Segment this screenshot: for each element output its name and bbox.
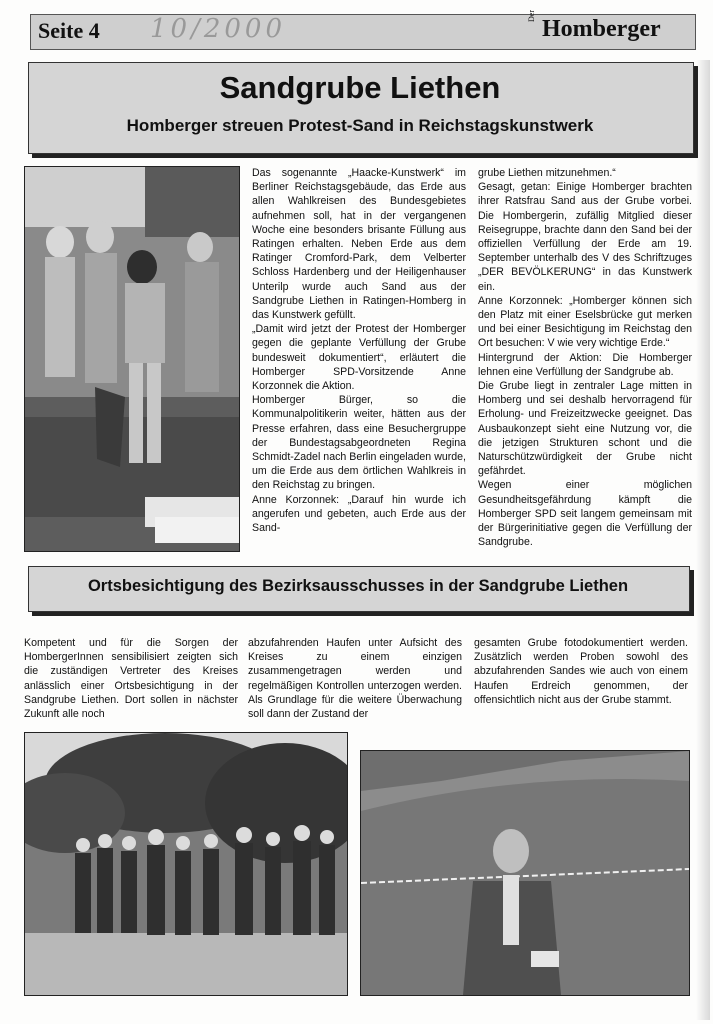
article-paragraph: gesamten Grube fotodokumentiert werden. Zusätzlich werden Proben sowohl des abzufahrenden Sandes wie auch von einem Haufen Erdreich genommen, der offensichtlich nicht aus der Grube stammt. [474,637,688,706]
article-paragraph: grube Liethen mitzunehmen.“ [478,167,616,179]
handwritten-date: 10/2000 [150,14,287,44]
article-paragraph: Kompetent und für die Sorgen der HombergerInnen sensibilisiert zeigten sich die zuständigen Vertreter des Kreises anlässlich einer Ortsbesichtigung in der Sandgrube Liethen. Dort sollen in nächster Zukunft alle noch [24,637,238,721]
article-paragraph: Anne Korzonnek: „Homberger können sich den Platz mit einer Eselsbrücke gut merken und bei einer Besichtigung im Reichstag den Ort besuchen: V wie very wichtige Erde.“ [478,294,692,350]
photo-site-visit-illustration [25,733,347,995]
photo-sand-pile-man [360,750,690,996]
article-paragraph: Gesagt, getan: Einige Homberger brachten ihrer Ratsfrau Sand aus der Grube vorbei. Die Hombergerin, zufällig Mitglied dieser Reisegruppe, brachte dann den Sand bei der offiziellen Verfüllung der Erde am 19. September unterhalb des V des Schriftzuges „DER BEVÖLKERUNG“ in das Kunstwerk ein. [478,181,692,293]
article-paragraph: Anne Korzonnek: „Darauf hin wurde ich angerufen und gebeten, auch Erde aus der Sand- [252,493,466,535]
masthead-title: Homberger [542,16,661,42]
article-headline: Sandgrube Liethen [219,70,501,105]
article2-column-1 [24,636,238,721]
section-headline: Ortsbesichtigung des Bezirksausschusses in der Sandgrube Liethen [87,577,629,595]
page-edge-shadow [696,60,710,1020]
article-paragraph: Wegen einer möglichen Gesundheitsgefährdung kämpft die Homberger SPD seit langem gemeinsam mit der Bürgerinitiative gegen die Verfüllung der Sandgrube. [478,479,692,549]
article-paragraph: Das sogenannte „Haacke-Kunstwerk“ im Berliner Reichstagsgebäude, das Erde aus allen Wahlkreisen des Bundesgebietes aufnehmen soll, hat in der vergangenen Woche eine besonders brisante Füllung aus Ratingen erhalten. Neben Erde aus dem Ratinger Cromford-Park, dem Velberter Schloss Hardenberg und der Heiligenhauser Unterilp wurde auch Sand aus der Sandgrube Liethen in Ratingen-Homberg in das Kunstwerk gefüllt. [252,167,466,322]
article2-column-2 [248,636,462,721]
article-paragraph: Homberger Bürger, so die Kommunalpolitikerin weiter, hätten aus der Presse erfahren, dass eine Besuchergruppe der Bundestagsabgeordneten Regina Schmidt-Zadel nach Berlin eingeladen wurde, um die Erde aus dem örtlichen Wahlkreis in den Reichstag zu bringen. [252,394,466,492]
article-subheadline: Homberger streuen Protest-Sand in Reichstagskunstwerk [126,116,594,135]
article-column-1 [252,166,466,535]
masthead-prefix: Der [527,10,536,22]
article-paragraph: Hintergrund der Aktion: Die Homberger lehnen eine Verfüllung der Sandgrube ab. [478,351,692,378]
photo-site-visit-group [24,732,348,996]
page-number: Seite 4 [38,18,100,43]
article-column-2 [478,166,692,549]
article-paragraph: „Damit wird jetzt der Protest der Homberger gegen die geplante Verfüllung der Grube bundesweit dokumentiert“, erläutert die Homberger SPD-Vorsitzende Anne Korzonnek die Aktion. [252,323,466,393]
photo-sand-ceremony [24,166,240,552]
photo-sand-pile-illustration [361,751,689,995]
article-paragraph: abzufahrenden Haufen unter Aufsicht des Kreises zu einem einzigen zusammengetragen werden und regelmäßigen Kontrollen unterzogen werden. Als Grundlage für die weitere Überwachung soll dann der Zustand der [248,637,462,721]
article-paragraph: Die Grube liegt in zentraler Lage mitten in Homberg und sei deshalb hervorragend für Erholung- und Freizeitzwecke geeignet. Das Ausbaukonzept sieht eine Nutzung vor, die die jetzigen Strukturen schont und die Naturschützwürdigkeit der Grube nicht gefährdet. [478,380,692,478]
article2-column-3 [474,636,688,707]
photo-sand-ceremony-illustration [25,167,239,551]
